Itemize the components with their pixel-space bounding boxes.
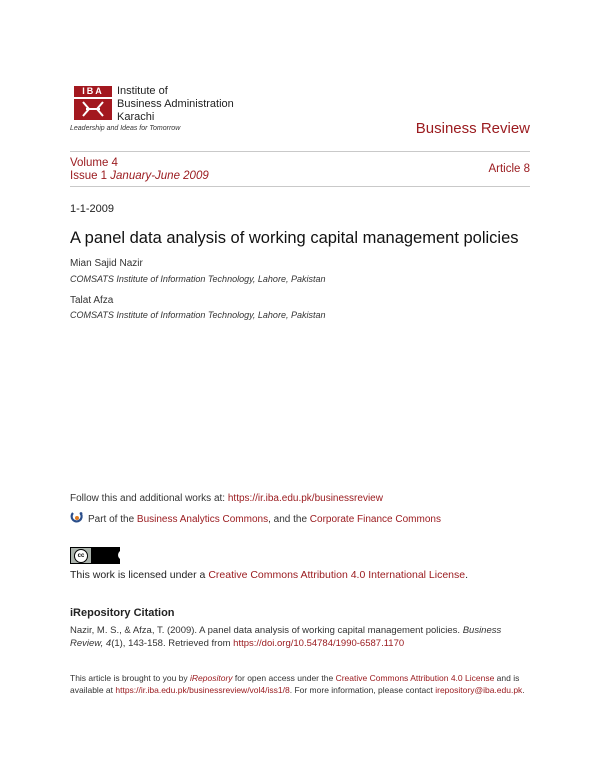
issue[interactable]: Issue 1 January-June 2009 <box>70 170 209 182</box>
author-affiliation: COMSATS Institute of Information Technology, Lahore, Pakistan <box>70 310 326 320</box>
corporate-finance-link[interactable]: Corporate Finance Commons <box>309 514 441 525</box>
article-number[interactable]: Article 8 <box>488 163 530 175</box>
article-title: A panel data analysis of working capital management policies <box>70 229 519 247</box>
volume-issue[interactable] <box>70 157 209 183</box>
author-name: Mian Sajid Nazir <box>70 258 143 269</box>
business-analytics-link[interactable]: Business Analytics Commons <box>136 514 269 525</box>
doi-link[interactable]: https://doi.org/10.54784/1990-6587.1170 <box>233 638 405 649</box>
citation-text: Nazir, M. S., & Afza, T. (2009). A panel data analysis of working capital management policies. Business Review, 4(1), 143-158. Retrieved from https://doi.org/10.54784/1990-6587.1170 <box>70 625 502 649</box>
divider-top <box>70 151 530 152</box>
attribution-icon <box>118 550 128 560</box>
contact-email-link[interactable]: irepository@iba.edu.pk <box>435 685 523 695</box>
footer-note: This article is brought to you by iRepository for open access under the Creative Commons Attribution 4.0 License and is available at https://ir.iba.edu.pk/businessreview/vol4/iss1/8. For more information, please contact irepository@iba.edu.pk. <box>70 673 525 695</box>
citation-heading: iRepository Citation <box>70 607 175 619</box>
logo-text: Institute of Business Administration Karachi <box>117 85 234 123</box>
bepress-network-icon <box>70 511 84 525</box>
irepository-link[interactable]: iRepository <box>190 673 233 683</box>
journal-title[interactable]: Business Review <box>415 120 530 137</box>
follow-line: Follow this and additional works at: https://ir.iba.edu.pk/businessreview <box>70 493 383 504</box>
repository-link[interactable]: https://ir.iba.edu.pk/businessreview <box>227 493 383 504</box>
divider-bottom <box>70 186 530 187</box>
cc-by-license-icon[interactable]: cc <box>70 547 120 564</box>
disciplines-line: Part of the Business Analytics Commons, and the Corporate Finance Commons <box>88 514 441 525</box>
license-link[interactable]: Creative Commons Attribution 4.0 International License <box>208 569 466 581</box>
footer-license-link[interactable]: Creative Commons Attribution 4.0 License <box>335 673 495 683</box>
author-affiliation: COMSATS Institute of Information Technology, Lahore, Pakistan <box>70 274 326 284</box>
volume[interactable]: Volume 4 <box>70 157 118 169</box>
article-url-link[interactable]: https://ir.iba.edu.pk/businessreview/vol4/iss1/8 <box>115 685 290 695</box>
logo-tagline: Leadership and Ideas for Tomorrow <box>70 125 181 132</box>
logo-emblem-icon <box>74 99 112 120</box>
iba-logo <box>74 86 112 120</box>
logo-mark: IBA <box>74 86 112 97</box>
license-statement: This work is licensed under a Creative Commons Attribution 4.0 International License. <box>70 569 469 581</box>
publication-date: 1-1-2009 <box>70 203 115 215</box>
author-name: Talat Afza <box>70 295 114 306</box>
